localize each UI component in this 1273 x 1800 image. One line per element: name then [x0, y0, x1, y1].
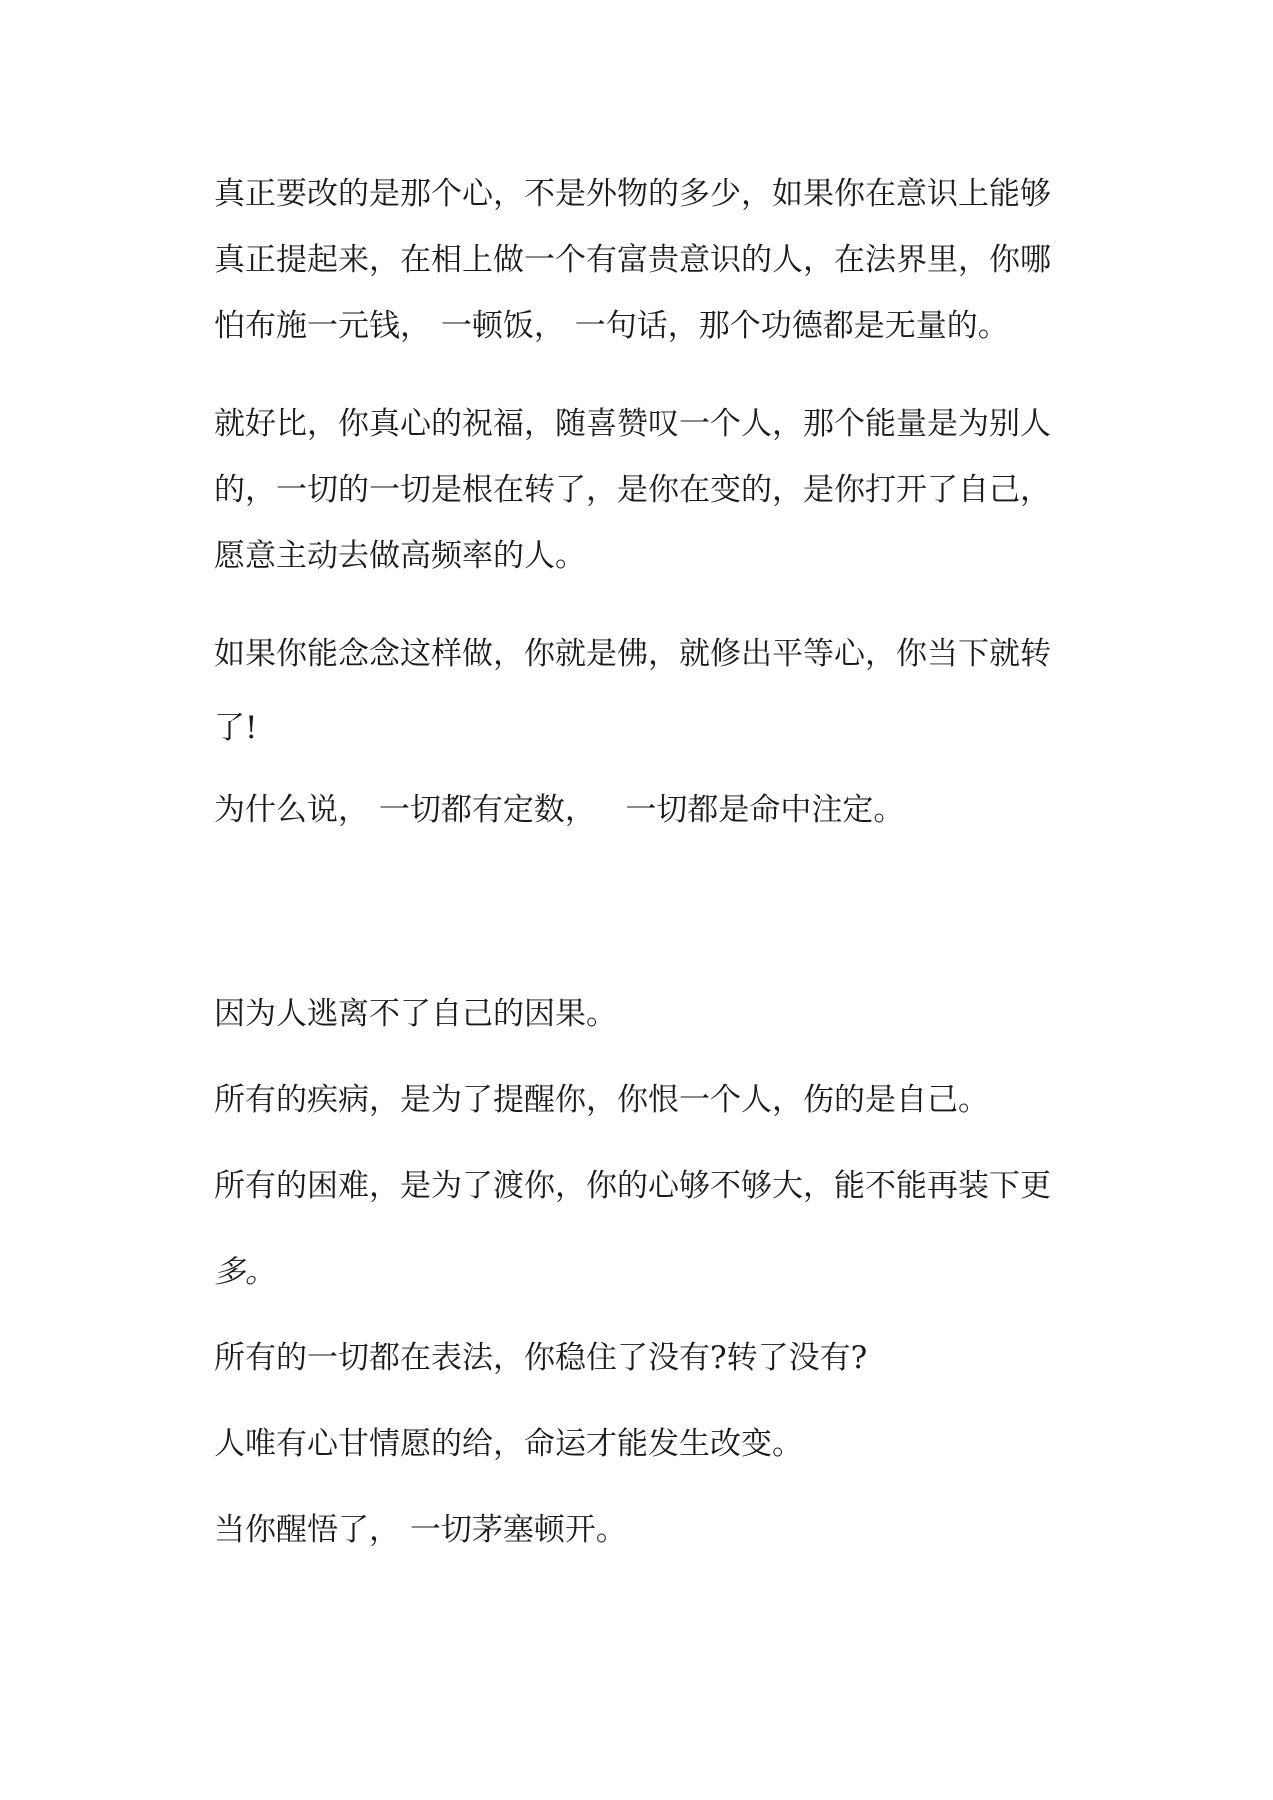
text-line: 所有的困难，是为了渡你，你的心够不够大，能不能再装下更 — [214, 1168, 1051, 1204]
text-line: 的，一切的一切是根在转了，是你在变的，是你打开了自己， — [214, 472, 1051, 508]
text-line: 所有的一切都在表法，你稳住了没有?转了没有? — [214, 1340, 868, 1376]
text-line: 所有的疾病，是为了提醒你，你恨一个人，伤的是自己。 — [214, 1082, 989, 1118]
text-line: 就好比，你真心的祝福，随喜赞叹一个人，那个能量是为别人 — [214, 406, 1051, 442]
text-line: 人唯有心甘情愿的给，命运才能发生改变。 — [214, 1426, 803, 1462]
text-line: 了! — [214, 710, 258, 746]
text-line: 当你醒悟了， 一切茅塞顿开。 — [214, 1512, 627, 1548]
text-line: 愿意主动去做高频率的人。 — [214, 538, 586, 574]
text-line: 因为人逃离不了自己的因果。 — [214, 996, 617, 1032]
text-line: 怕布施一元钱， 一顿饭， 一句话，那个功德都是无量的。 — [214, 308, 1009, 344]
text-line: 真正提起来，在相上做一个有富贵意识的人，在法界里，你哪 — [214, 242, 1051, 278]
text-line: 如果你能念念这样做，你就是佛，就修出平等心，你当下就转 — [214, 636, 1051, 672]
text-line: 多。 — [214, 1254, 276, 1290]
text-line: 为什么说， 一切都有定数， 一切都是命中注定。 — [214, 792, 905, 828]
text-line: 真正要改的是那个心，不是外物的多少，如果你在意识上能够 — [214, 176, 1051, 212]
